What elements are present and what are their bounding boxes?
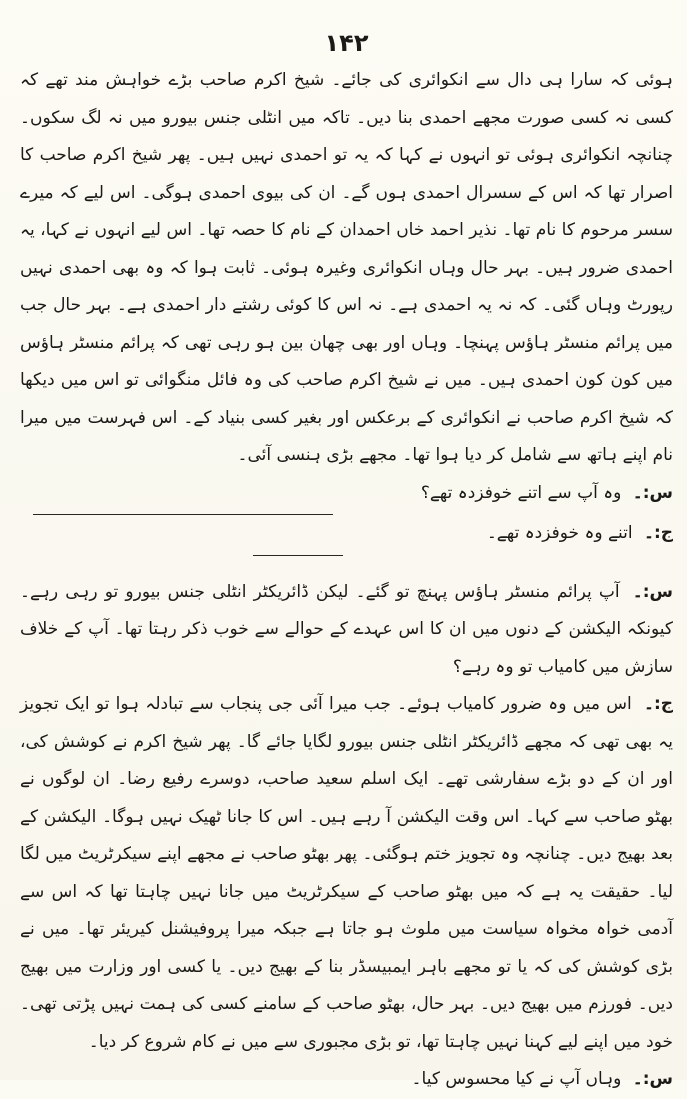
question-label: س:۔	[632, 482, 673, 503]
question-label: س:۔	[632, 1069, 673, 1089]
paragraph-intro	[20, 62, 673, 475]
paragraph-text: اس میں وہ ضرور کامیاب ہوئے۔ جب میرا آئی جی پنجاب سے تبادلہ ہوا تو ایک تجویز یہ بھی تھی کہ مجھے ڈائریکٹر انٹلی جنس بیورو لگایا جائے گا۔ پھر شیخ اکرم نے کوشش کی، اور ان کے دو بڑے سفارشی تھے۔ ایک اسلم سعید صاحب، دوسرے رفیع رضا۔ ان لوگوں نے بھٹو صاحب سے کہا۔ اس وقت الیکشن آ رہے ہیں۔ اس کا جانا ٹھیک نہیں ہوگا۔ الیکشن کے بعد بھیج دیں۔ چنانچہ وہ تجویز ختم ہوگئی۔ پھر بھٹو صاحب نے مجھے اپنے سیکرٹریٹ میں لگا لیا۔ حقیقت یہ ہے کہ میں بھٹو صاحب کے سیکرٹریٹ میں جانا نہیں چاہتا تھا کہ اس سے آدمی خواہ مخواہ سیاست میں ملوث ہو جاتا ہے جبکہ میرا پروفیشنل کیریئر تھا۔ میں نے بڑی کوشش کی کہ یا تو مجھے باہر ایمبیسڈر بنا کے بھیج دیں۔ یا کسی اور وزارت میں بھیج دیں۔ فورزم میں بھیج دیں۔ بہر حال، بھٹو صاحب کے سامنے کسی کی ہمت نہیں پڑتی تھی۔ خود میں اپنے لیے کہنا نہیں چاہتا تھا، تو بڑی مجبوری سے میں نے کام شروع کر دیا۔	[20, 694, 673, 1052]
answer-label: ج:۔	[643, 694, 673, 714]
paragraph-text: وہاں آپ نے کیا محسوس کیا۔	[411, 1069, 622, 1089]
interview-transcript	[20, 62, 673, 1099]
paragraph-text: آپ پرائم منسٹر ہاؤس پہنچ تو گئے۔ لیکن ڈائریکٹر انٹلی جنس بیورو تو رہی رہے۔ کیونکہ الیکشن کے دنوں میں ان کا اس عہدے کے حوالے سے خوب ذکر رہتا تھا۔ آپ کے خلاف سازش میں کامیاب تو وہ رہے؟	[20, 581, 673, 677]
divider-line	[253, 555, 343, 556]
page-number: ۱۴۲	[324, 29, 369, 57]
paragraph-question	[20, 574, 673, 687]
paragraph-question	[20, 475, 673, 513]
question-label: س:۔	[632, 581, 673, 602]
paragraph-text: وہ آپ سے اتنے خوفزدہ تھے؟	[420, 482, 622, 503]
paragraph-text: ہوئی کہ سارا ہی دال سے انکوائری کی جائے۔ شیخ اکرم صاحب بڑے خواہش مند تھے کہ کسی نہ کسی صورت مجھے احمدی بنا دیں۔ تاکہ میں انٹلی جنس بیورو میں نہ لگ سکوں۔ چنانچہ انکوائری ہوئی تو انہوں نے کہا کہ یہ تو احمدی نہیں ہیں۔ پھر شیخ اکرم صاحب کا اصرار تھا کہ اس کے سسرال احمدی ہوں گے۔ ان کی بیوی احمدی ہوگی۔ اس لیے کہ میرے سسر مرحوم کا نام تھا۔ نذیر احمد خاں احمدان کے نام کا حصہ تھا۔ اس لیے انہوں نے کہا، یہ احمدی ضرور ہیں۔ بہر حال وہاں انکوائری وغیرہ ہوئی۔ ثابت ہوا کہ وہ بھی احمدی نہیں رپورٹ وہاں گئی۔ کہ نہ یہ احمدی ہے۔ نہ اس کا کوئی رشتے دار احمدی ہے۔ بہر حال جب میں پرائم منسٹر ہاؤس پہنچا۔ وہاں اور بھی چھان بین ہو رہی تھی کہ پرائم منسٹر ہاؤس میں کون کون احمدی ہیں۔ میں نے شیخ اکرم صاحب کی وہ فائل منگوائی تو اس میں دیکھا کہ شیخ اکرم صاحب نے انکوائری کے برعکس اور بغیر کسی بنیاد کے۔ اس فہرست میں میرا نام اپنے ہاتھ سے شامل کر دیا ہوا تھا۔ مجھے بڑی ہنسی آئی۔	[20, 70, 673, 465]
paragraph-answer	[20, 686, 673, 1061]
answer-label: ج:۔	[643, 523, 673, 543]
paragraph-text: اتنے وہ خوفزدہ تھے۔	[486, 523, 633, 543]
paragraph-answer	[20, 515, 673, 553]
